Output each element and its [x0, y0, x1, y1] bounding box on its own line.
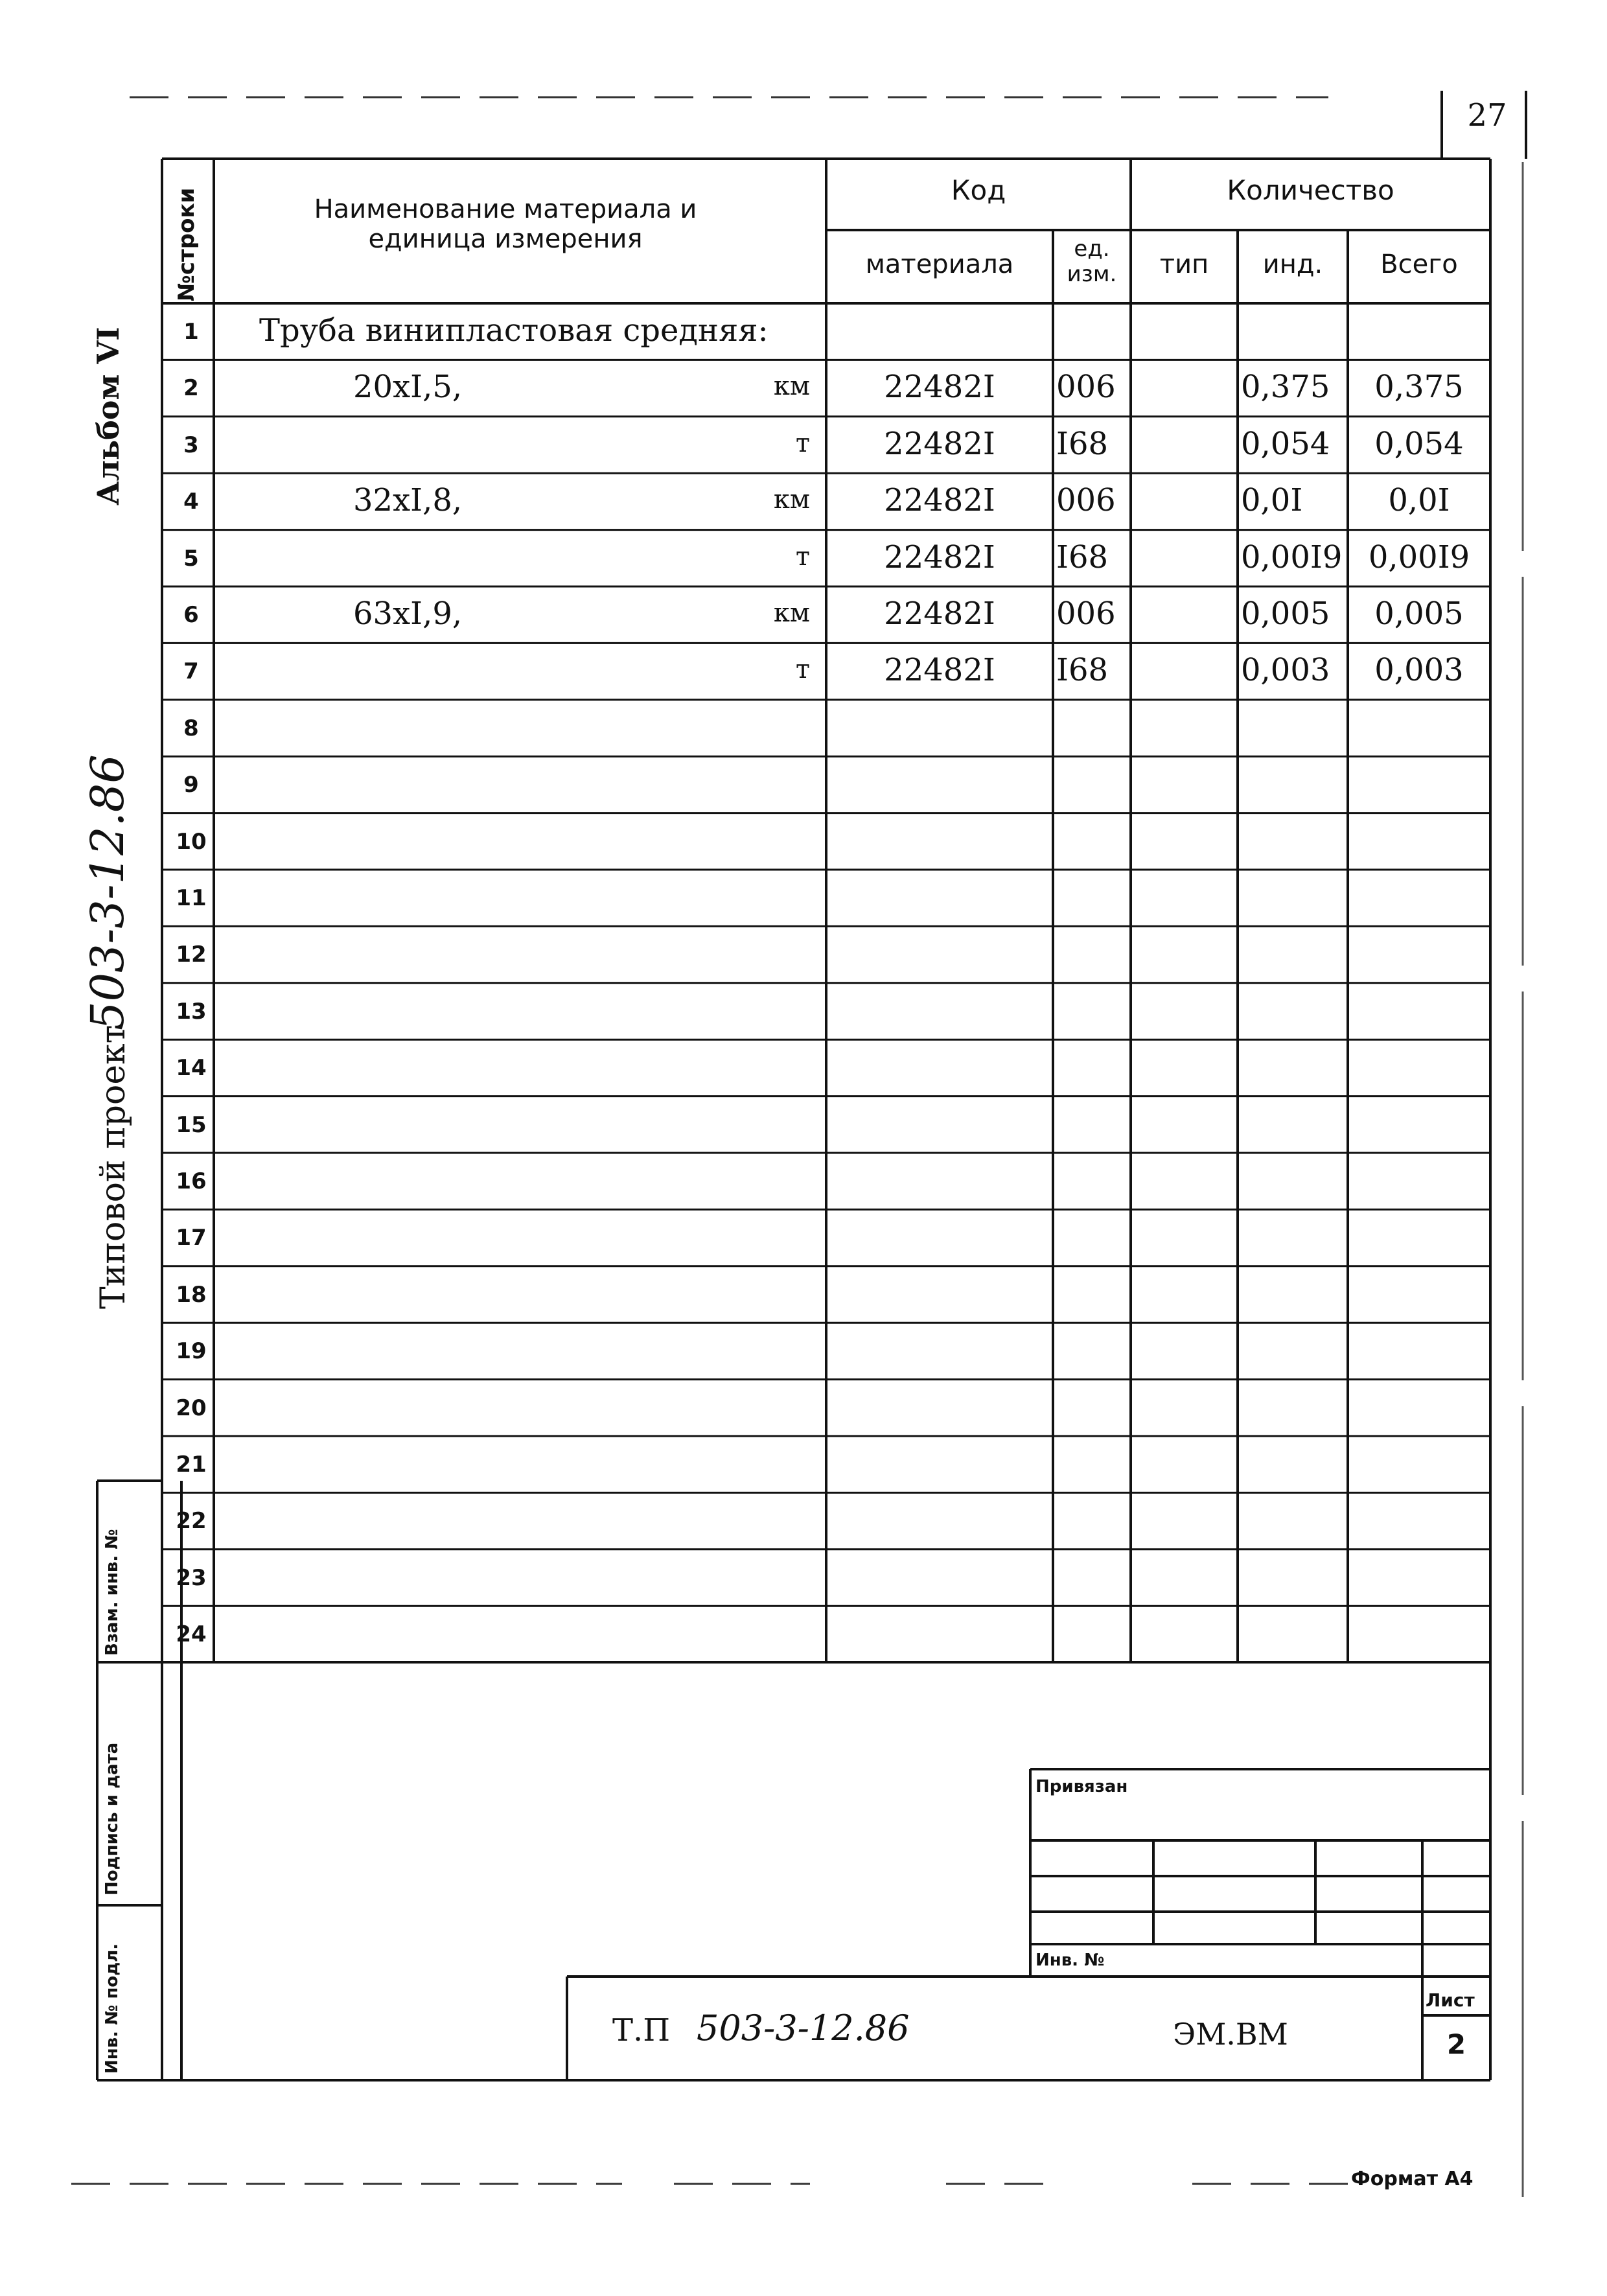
podpis-label: Подпись и дата [102, 1742, 122, 1896]
row-number: 4 [183, 489, 199, 515]
row-code: 22482I [884, 482, 995, 519]
row-ind: 0,375 [1241, 369, 1330, 406]
header-row-number: №строки [174, 187, 200, 301]
header-qty-ind: инд. [1262, 249, 1323, 279]
inv-no-label: Инв. № [1035, 1951, 1105, 1970]
row-name: 20хI,5, [353, 369, 463, 406]
sheet-label: Лист [1426, 1989, 1475, 2011]
header-code-unit: ед. изм. [1067, 236, 1117, 288]
header-qty-total: Всего [1380, 249, 1458, 279]
row-code: 22482I [884, 369, 995, 406]
row-unit: км [773, 485, 810, 515]
row-number: 3 [183, 432, 199, 458]
privyazan-label: Привязан [1035, 1777, 1128, 1796]
row-number: 24 [176, 1621, 207, 1648]
row-name: 32хI,8, [353, 482, 463, 519]
row-number: 16 [176, 1168, 207, 1194]
project-number-label: 503-3-12.86 [81, 754, 134, 1030]
doc-code: ЭМ.ВМ [1173, 2017, 1288, 2052]
doc-prefix: Т.П [612, 2012, 671, 2048]
row-total: 0,00I9 [1368, 539, 1470, 575]
row-unit: км [773, 598, 810, 628]
row-unit-code: I68 [1056, 652, 1109, 689]
row-number: 23 [176, 1564, 207, 1591]
row-unit-code: 006 [1056, 482, 1116, 519]
row-number: 17 [176, 1225, 207, 1251]
row-unit: км [773, 371, 810, 402]
row-code: 22482I [884, 539, 995, 575]
row-total: 0,054 [1374, 425, 1464, 462]
format-label: Формат А4 [1351, 2168, 1474, 2190]
sheet-value: 2 [1446, 2028, 1466, 2060]
row-number: 20 [176, 1395, 207, 1421]
header-code: Код [951, 174, 1006, 206]
row-number: 2 [183, 375, 199, 402]
row-number: 8 [183, 715, 199, 741]
row-number: 14 [176, 1055, 207, 1082]
row-number: 9 [183, 772, 199, 798]
row-number: 6 [183, 602, 199, 628]
row-number: 19 [176, 1338, 207, 1365]
row-ind: 0,005 [1241, 596, 1330, 632]
row-ind: 0,0I [1241, 482, 1303, 519]
row-code: 22482I [884, 596, 995, 632]
row-number: 21 [176, 1452, 207, 1478]
row-unit: т [795, 541, 810, 572]
doc-number: 503-3-12.86 [697, 2008, 910, 2048]
row-number: 15 [176, 1111, 207, 1138]
row-number: 5 [183, 545, 199, 572]
row-name: Труба винипластовая средняя: [259, 312, 769, 349]
row-total: 0,005 [1374, 596, 1464, 632]
row-unit: т [795, 428, 810, 458]
row-ind: 0,003 [1241, 652, 1330, 689]
row-number: 11 [176, 885, 207, 911]
row-ind: 0,054 [1241, 425, 1330, 462]
header-name: Наименование материала и единица измерения [314, 194, 697, 254]
row-number: 18 [176, 1281, 207, 1308]
row-code: 22482I [884, 425, 995, 462]
row-total: 0,375 [1374, 369, 1464, 406]
row-number: 22 [176, 1508, 207, 1535]
inv-podl-label: Инв. № подл. [102, 1943, 122, 2074]
page-number: 27 [1467, 97, 1507, 133]
header-qty-type: тип [1159, 249, 1209, 279]
project-label: Типовой проект [94, 1025, 133, 1309]
row-unit-code: I68 [1056, 425, 1109, 462]
row-unit: т [795, 655, 810, 685]
row-number: 10 [176, 828, 207, 855]
row-name: 63хI,9, [353, 596, 463, 632]
row-number: 7 [183, 658, 199, 685]
row-number: 13 [176, 998, 207, 1025]
album-label: Альбом VI [91, 327, 126, 505]
row-unit-code: 006 [1056, 369, 1116, 406]
row-unit-code: I68 [1056, 539, 1109, 575]
row-number: 1 [183, 319, 199, 345]
row-total: 0,0I [1388, 482, 1450, 519]
row-total: 0,003 [1374, 652, 1464, 689]
row-unit-code: 006 [1056, 596, 1116, 632]
row-ind: 0,00I9 [1241, 539, 1343, 575]
row-number: 12 [176, 942, 207, 968]
vzam-label: Взам. инв. № [102, 1529, 122, 1656]
header-quantity: Количество [1227, 174, 1394, 206]
row-code: 22482I [884, 652, 995, 689]
header-code-material: материала [865, 249, 1014, 279]
